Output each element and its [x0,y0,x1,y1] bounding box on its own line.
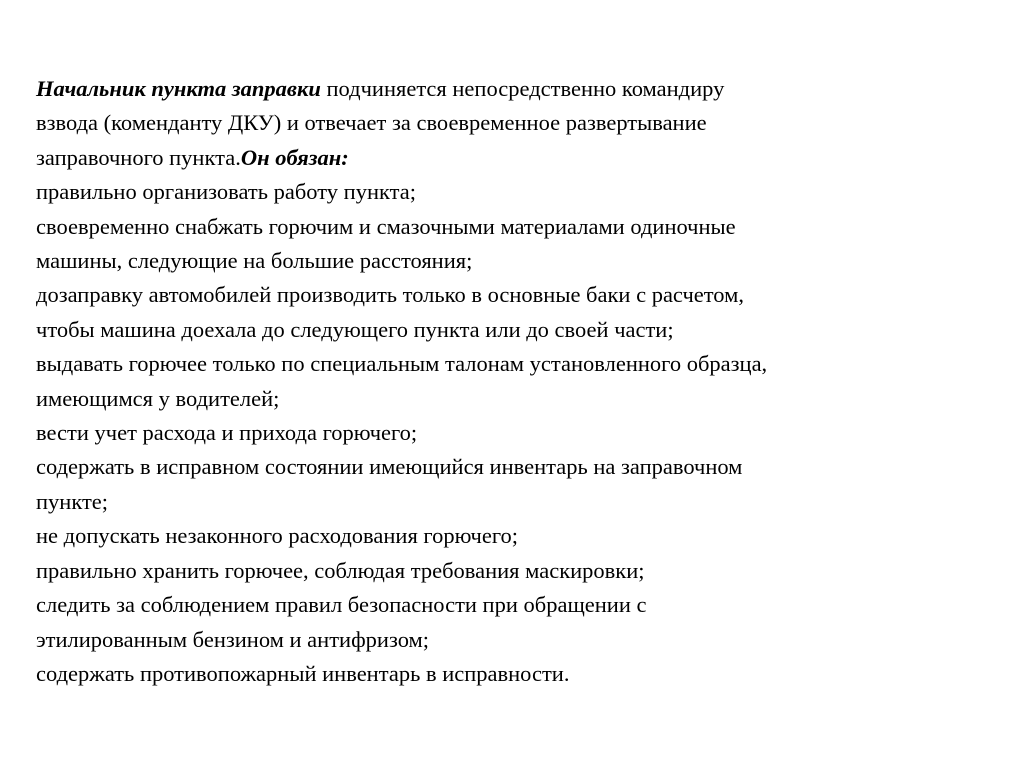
duty-line: содержать в исправном состоянии имеющийся инвентарь на заправочном [36,454,743,480]
duty-line: содержать противопожарный инвентарь в исправности. [36,660,570,686]
duty-line: своевременно снабжать горючим и смазочными материалами одиночные [36,213,736,239]
intro-line-1-rest: подчиняется непосредственно командиру [320,76,725,101]
duty-line: правильно хранить горючее, соблюдая требования маскировки; [36,557,645,583]
duty-line: правильно организовать работу пункта; [36,179,416,205]
duty-line: дозаправку автомобилей производить только в основные баки с расчетом, [36,282,744,308]
intro-line-3-start: заправочного пункта. [36,144,241,170]
duty-line: следить за соблюдением правил безопасности при обращении с [36,592,647,618]
duty-line: не допускать незаконного расходования горючего; [36,523,519,549]
intro-line-1 [36,72,986,106]
duties-text-block [36,72,986,691]
duty-line: чтобы машина доехала до следующего пункта или до своей части; [36,316,674,342]
role-title: Начальник пункта заправки [36,76,321,101]
duties-heading: Он обязан: [240,144,349,170]
intro-line-2: взвода (коменданту ДКУ) и отвечает за своевременное развертывание [36,110,707,136]
duty-line: машины, следующие на большие расстояния; [36,248,473,274]
duty-line: вести учет расхода и прихода горючего; [36,420,418,446]
intro-line-3 [36,141,986,175]
duty-line: имеющимся у водителей; [36,385,280,411]
duty-line: этилированным бензином и антифризом; [36,626,430,652]
duty-line: выдавать горючее только по специальным талонам установленного образца, [36,351,768,377]
duty-line: пункте; [36,488,109,514]
